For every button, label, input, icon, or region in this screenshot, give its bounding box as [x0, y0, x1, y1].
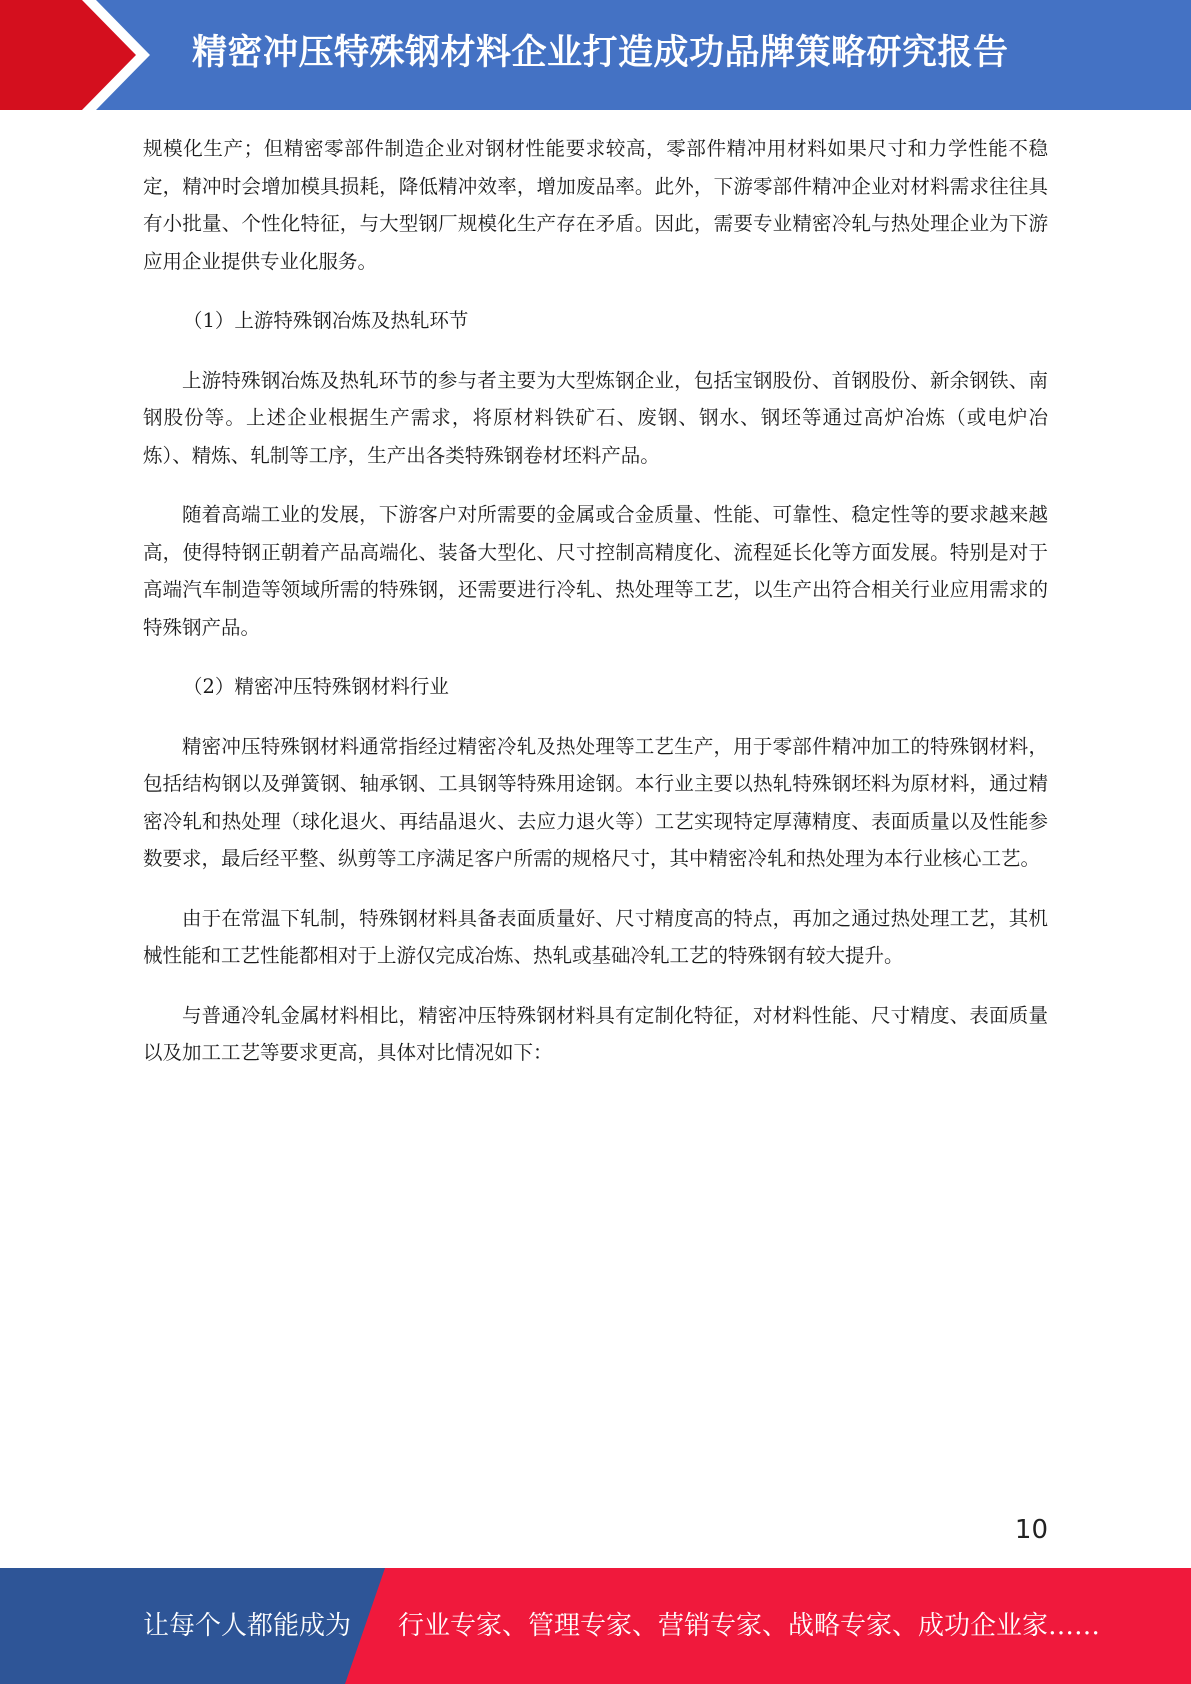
paragraph-5: 由于在常温下轧制，特殊钢材料具备表面质量好、尺寸精度高的特点，再加之通过热处理工艺，其机械性能和工艺性能都相对于上游仅完成冶炼、热轧或基础冷轧工艺的特殊钢有较大提升。 — [143, 906, 1048, 967]
paragraph-2: 上游特殊钢冶炼及热轧环节的参与者主要为大型炼钢企业，包括宝钢股份、首钢股份、新余钢铁、南钢股份等。上述企业根据生产需求，将原材料铁矿石、废钢、钢水、钢坯等通过高炉冶炼（或电炉冶炼）、精炼、轧制等工序，生产出各类特殊钢卷材坯料产品。 — [143, 368, 1048, 467]
header-chevron-arrow-icon — [0, 0, 136, 110]
report-title: 精密冲压特殊钢材料企业打造成功品牌策略研究报告 — [192, 33, 1009, 73]
section-heading-industry: （2）精密冲压特殊钢材料行业 — [183, 675, 449, 698]
footer-slogan-left: 让每个人都能成为 — [143, 1611, 352, 1641]
paragraph-3: 随着高端工业的发展，下游客户对所需要的金属或合金质量、性能、可靠性、稳定性等的要求越来越高，使得特钢正朝着产品高端化、装备大型化、尺寸控制高精度化、流程延长化等方面发展。特别是对于高端汽车制造等领域所需的特殊钢，还需要进行冷轧、热处理等工艺，以生产出符合相关行业应用需求的特殊钢产品。 — [143, 503, 1048, 639]
paragraph-6: 与普通冷轧金属材料相比，精密冲压特殊钢材料具有定制化特征，对材料性能、尺寸精度、表面质量以及加工工艺等要求更高，具体对比情况如下： — [143, 1003, 1048, 1064]
page-header — [0, 0, 1191, 110]
section-heading-upstream: （1）上游特殊钢冶炼及热轧环节 — [183, 309, 469, 332]
paragraph-4: 精密冲压特殊钢材料通常指经过精密冷轧及热处理等工艺生产，用于零部件精冲加工的特殊钢材料，包括结构钢以及弹簧钢、轴承钢、工具钢等特殊用途钢。本行业主要以热轧特殊钢坯料为原材料，通过精密冷轧和热处理（球化退火、再结晶退火、去应力退火等）工艺实现特定厚薄精度、表面质量以及性能参数要求，最后经平整、纵剪等工序满足客户所需的规格尺寸，其中精密冷轧和热处理为本行业核心工艺。 — [143, 734, 1048, 870]
document-body — [143, 130, 1048, 1094]
page-footer — [0, 1568, 1191, 1684]
footer-slogan-right: 行业专家、管理专家、营销专家、战略专家、成功企业家…… — [398, 1611, 1101, 1641]
page-number: 10 — [1014, 1515, 1048, 1545]
paragraph-1: 规模化生产；但精密零部件制造企业对钢材性能要求较高，零部件精冲用材料如果尺寸和力学性能不稳定，精冲时会增加模具损耗，降低精冲效率，增加废品率。此外，下游零部件精冲企业对材料需求往往具有小批量、个性化特征，与大型钢厂规模化生产存在矛盾。因此，需要专业精密冷轧与热处理企业为下游应用企业提供专业化服务。 — [143, 137, 1048, 273]
